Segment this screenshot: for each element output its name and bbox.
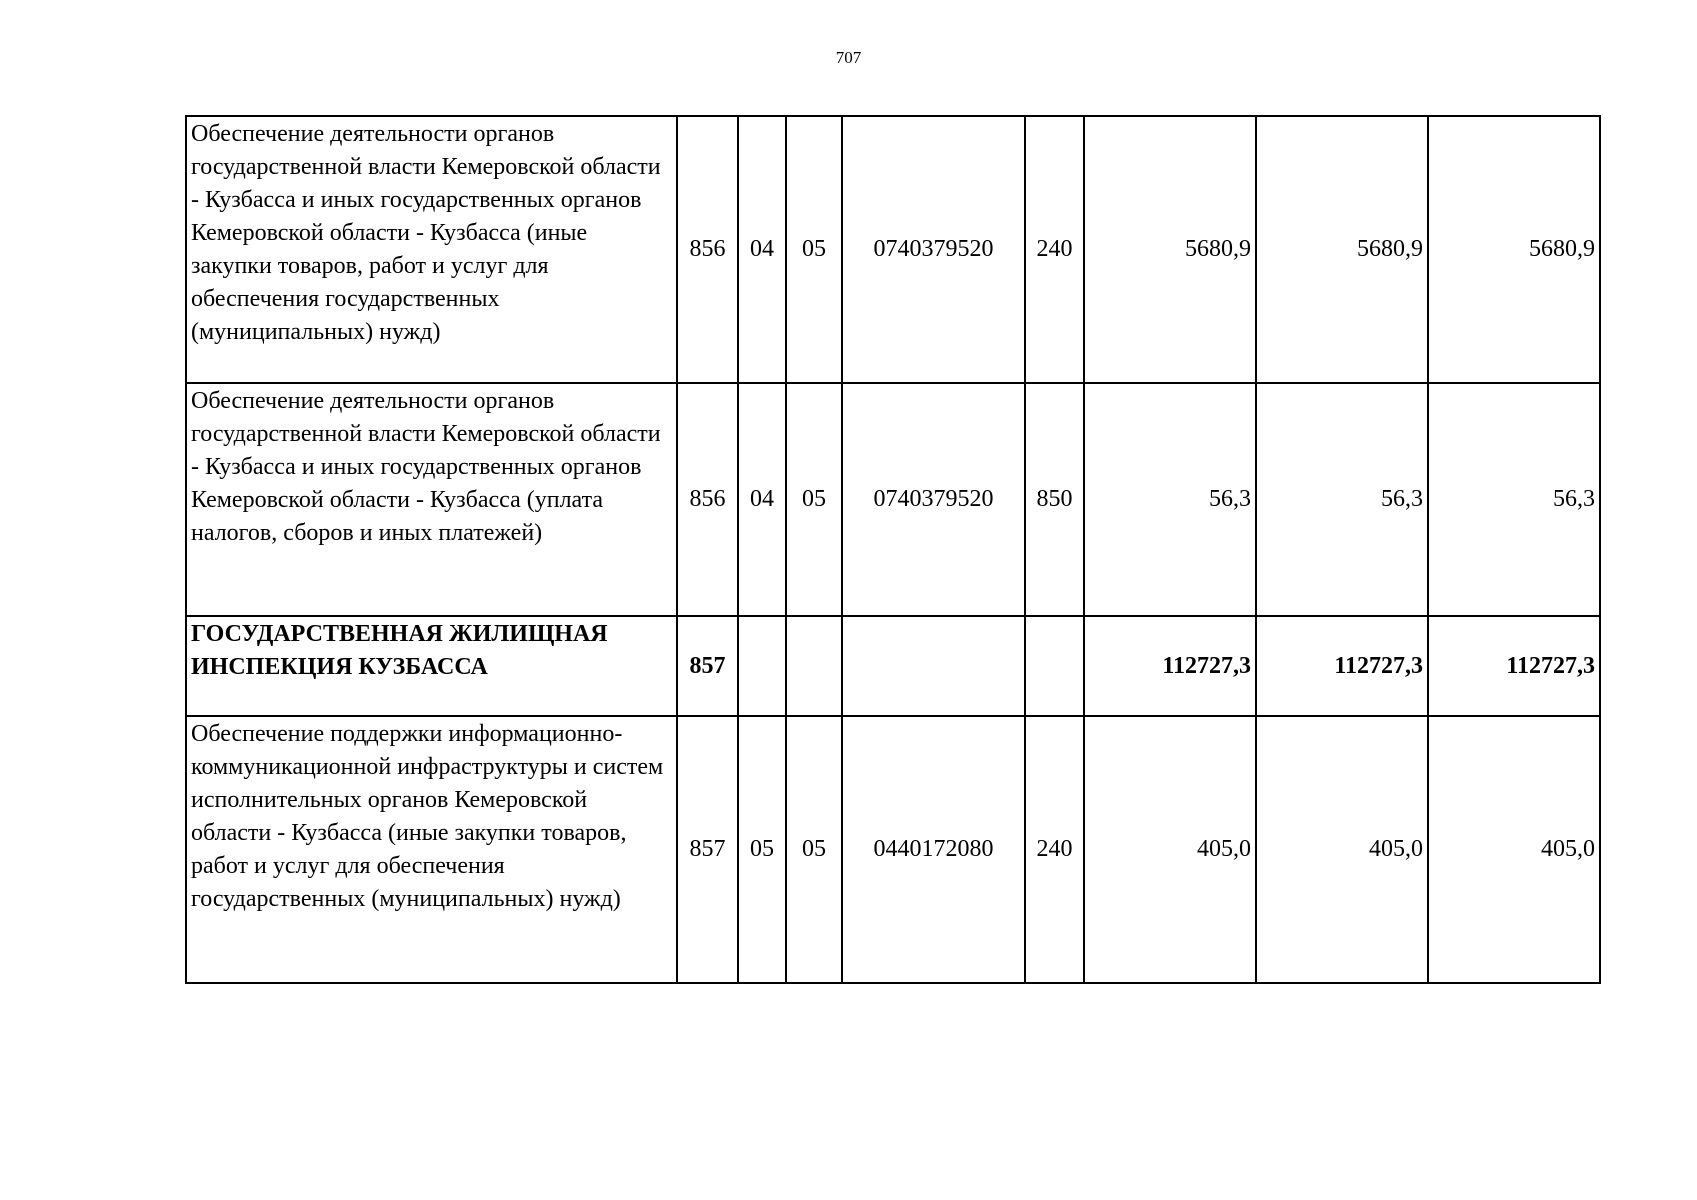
table-row-total [186,616,1600,716]
amount-year-3: 56,3 [1428,383,1600,616]
table-row [186,716,1600,983]
ministry-code: 856 [677,116,738,383]
amount-year-1: 405,0 [1084,716,1256,983]
amount-year-3: 112727,3 [1428,616,1600,716]
amount-year-3: 5680,9 [1428,116,1600,383]
section-code: 05 [738,716,786,983]
row-description: Обеспечение деятельности органов государственной власти Кемеровской области - Кузбасса и иных государственных органов Кемеровской области - Кузбасса (уплата налогов, сборов и иных платежей) [186,383,677,616]
expense-type-code: 850 [1025,383,1084,616]
amount-year-2: 56,3 [1256,383,1428,616]
amount-year-3: 405,0 [1428,716,1600,983]
row-description: Обеспечение поддержки информационно-коммуникационной инфраструктуры и систем исполнительных органов Кемеровской области - Кузбасса (иные закупки товаров, работ и услуг для обеспечения государственных (муниципальных) нужд) [186,716,677,983]
section-code: 04 [738,383,786,616]
ministry-code: 856 [677,383,738,616]
expense-type-code: 240 [1025,716,1084,983]
ministry-code: 857 [677,716,738,983]
row-description: Обеспечение деятельности органов государственной власти Кемеровской области - Кузбасса и иных государственных органов Кемеровской области - Кузбасса (иные закупки товаров, работ и услуг для обеспечения государственных (муниципальных) нужд) [186,116,677,383]
amount-year-2: 112727,3 [1256,616,1428,716]
row-description: ГОСУДАРСТВЕННАЯ ЖИЛИЩНАЯ ИНСПЕКЦИЯ КУЗБАССА [186,616,677,716]
section-code: 04 [738,116,786,383]
amount-year-2: 405,0 [1256,716,1428,983]
target-article-code: 0440172080 [842,716,1025,983]
target-article-code: 0740379520 [842,116,1025,383]
table-row [186,383,1600,616]
subsection-code [786,616,842,716]
subsection-code: 05 [786,383,842,616]
target-article-code [842,616,1025,716]
amount-year-1: 112727,3 [1084,616,1256,716]
subsection-code: 05 [786,716,842,983]
target-article-code: 0740379520 [842,383,1025,616]
amount-year-1: 56,3 [1084,383,1256,616]
section-code [738,616,786,716]
table-row [186,116,1600,383]
ministry-code: 857 [677,616,738,716]
amount-year-2: 5680,9 [1256,116,1428,383]
budget-table [185,115,1601,984]
expense-type-code: 240 [1025,116,1084,383]
page-number: 707 [835,48,862,67]
amount-year-1: 5680,9 [1084,116,1256,383]
subsection-code: 05 [786,116,842,383]
expense-type-code [1025,616,1084,716]
